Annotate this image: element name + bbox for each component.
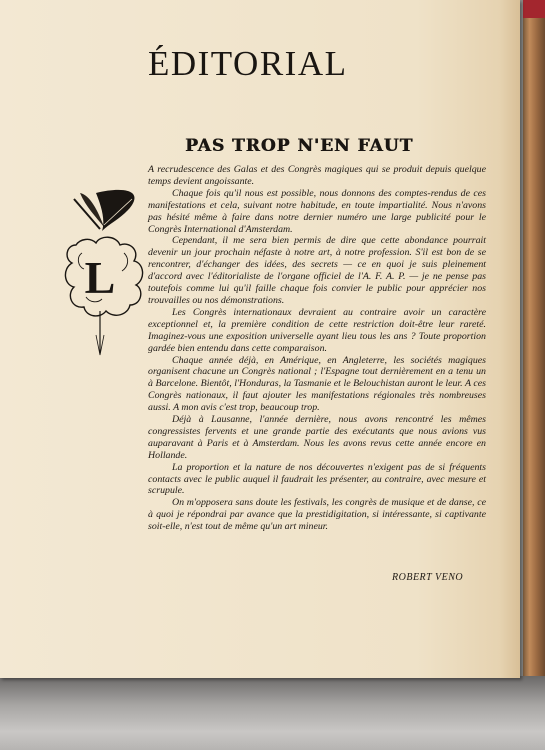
author-signature: ROBERT VENO <box>392 572 464 583</box>
page-title: ÉDITORIAL <box>148 44 348 83</box>
paragraph: Chaque année déjà, en Amérique, en Angleterre, les sociétés magiques organisent chacune un Congrès national ; l'Espagne tout dernièrement en a tenu un à Barcelone. Bientôt, l'Honduras, la Tasmanie et le Belouchistan auront le leur. A ces Congrès nationaux, il faut ajouter les manifestations régionales très nombreuses aussi. A mon avis c'est trop, beaucoup trop. <box>148 354 486 414</box>
article-body <box>148 164 486 533</box>
book-spine <box>523 0 545 750</box>
paragraph: Chaque fois qu'il nous est possible, nous donnons des comptes-rendus de ces manifestations et cela, suivant notre habitude, en toute impartialité. Nous n'avons pas hésité même à faire dans notre dernier numéro une large publicité pour le Congrès International d'Amsterdam. <box>148 187 486 235</box>
scan-bottom-shadow <box>0 676 545 750</box>
paragraph: A recrudescence des Galas et des Congrès magiques qui se produit depuis quelque temps devient angoissante. <box>148 164 486 187</box>
paragraph: On m'opposera sans doute les festivals, les congrès de musique et de danse, ce à quoi je répondrai par avance que la prestidigitation, si intéressante, si captivante soit-elle, n'est tout de même qu'un art mineur. <box>148 497 486 533</box>
paragraph: Cependant, il me sera bien permis de dire que cette abondance pourrait devenir un jour prochain néfaste à notre art, à notre profession. S'il est bon de se rencontrer, d'échanger des idées, des secrets — ce en quoi je suis pleinement d'accord avec l'éditorialiste de l'organe officiel de l'A. F. A. P. — je ne pense pas toutefois comme lui qu'il faille chaque fois convier le public pour apprécier nos trouvailles ou nos démonstrations. <box>148 235 486 306</box>
article-headline: PAS TROP N'EN FAUT <box>185 136 414 156</box>
paragraph: La proportion et la nature de nos découvertes n'exigent pas de si fréquents contacts avec le public auquel il faudrait les présenter, au contraire, avec mesure et scrupule. <box>148 461 486 497</box>
quill-ornament-icon <box>60 185 145 357</box>
paragraph: Déjà à Lausanne, l'année dernière, nous avons rencontré les mêmes congressistes fervents et une grande partie des exécutants que nous avions vus auparavant à Paris et à Amsterdam. Nous les avons revus cette année encore en Hollande. <box>148 414 486 461</box>
ornament-letter: L <box>84 252 116 303</box>
spine-binding-red <box>523 0 545 18</box>
paragraph: Les Congrès internationaux devraient au contraire avoir un caractère exceptionnel et, la première condition de cette restriction doit-être leur rareté. Imaginez-vous une exposition universelle ayant lieu tous les ans ? Toute proportion gardée bien entendu dans cette comparaison. <box>148 306 486 354</box>
